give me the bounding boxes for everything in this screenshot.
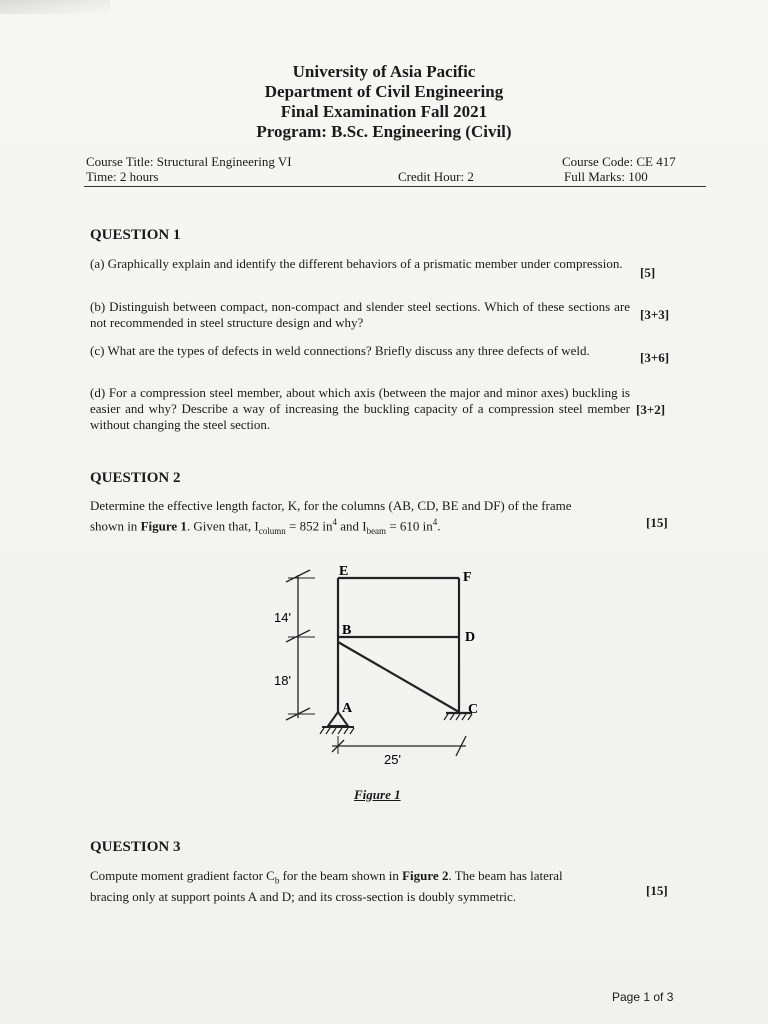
subscript-beam: beam (366, 525, 387, 536)
question-3-text-part: Compute moment gradient factor C (90, 868, 275, 883)
question-1c-marks: [3+6] (640, 350, 670, 365)
question-2-text-part: . Given that, I (186, 518, 259, 534)
question-3-text-part: for the beam shown in (279, 868, 403, 883)
exam-time: Time: 2 hours (86, 169, 159, 184)
question-3-line-2: bracing only at support points A and D; and its cross-section is doubly symmetric. (90, 888, 517, 904)
dimension-14ft-label: 14' (274, 610, 291, 625)
program-name: Program: B.Sc. Engineering (Civil) (256, 122, 512, 141)
ground-hatch (444, 714, 448, 720)
question-3-marks: [15] (646, 883, 668, 898)
question-1d-text: (d) For a compression steel member, about which axis (between the major and minor axes) buckling is easier and why? Describe a way of increasing the buckling capacity of a compression steel member without changing the steel section. (90, 385, 630, 432)
department-name: Department of Civil Engineering (264, 82, 504, 101)
university-name: University of Asia Pacific (292, 62, 476, 81)
question-1c-text: (c) What are the types of defects in weld connections? Briefly discuss any three defects of weld. (90, 343, 590, 358)
question-2-text-part: . (437, 518, 441, 534)
dimension-18ft-label: 18' (274, 673, 291, 688)
ground-hatch (332, 728, 336, 734)
question-3-heading: QUESTION 3 (90, 839, 181, 855)
question-3-text (90, 868, 650, 905)
question-2-heading: QUESTION 2 (90, 470, 181, 486)
ground-hatch (338, 728, 342, 734)
question-2-text-part: = 610 in (386, 518, 433, 534)
question-2-text-part: = 852 in (285, 518, 333, 534)
page-fold-shadow (0, 0, 110, 14)
course-meta (86, 154, 706, 184)
header-divider (84, 186, 706, 187)
node-label-a: A (342, 701, 353, 716)
exam-name: Final Examination Fall 2021 (280, 102, 488, 121)
course-code: Course Code: CE 417 (562, 154, 676, 169)
dimension-25ft-label: 25' (384, 752, 401, 767)
figure-1-reference: Figure 1 (140, 518, 187, 534)
subscript-column: column (258, 525, 286, 536)
question-2-marks: [15] (646, 515, 668, 530)
ground-hatch (344, 728, 348, 734)
figure-2-reference: Figure 2 (402, 868, 449, 883)
question-1a-text: (a) Graphically explain and identify the different behaviors of a prismatic member under compression. (90, 256, 623, 271)
question-3-text-part: . The beam has lateral (448, 868, 563, 883)
ground-hatch (320, 728, 324, 734)
exam-header (0, 62, 768, 142)
node-label-e: E (339, 564, 349, 579)
credit-hour: Credit Hour: 2 (398, 169, 474, 184)
node-label-b: B (342, 623, 352, 638)
node-label-f: F (463, 570, 472, 585)
ground-hatch (450, 714, 454, 720)
subscript-b: b (274, 875, 280, 886)
superscript-exponent: 4 (432, 517, 438, 527)
question-2-text (90, 498, 630, 539)
superscript-exponent: 4 (332, 517, 337, 527)
question-2-text-part: shown in (90, 518, 141, 534)
node-label-d: D (465, 630, 476, 645)
figure-1-caption: Figure 1 (354, 787, 401, 802)
question-1a-marks: [5] (640, 265, 656, 280)
figure-1-frame-diagram (260, 560, 490, 775)
node-label-c: C (468, 702, 479, 717)
ground-hatch (456, 714, 460, 720)
question-1-heading: QUESTION 1 (90, 227, 181, 243)
ground-hatch (326, 728, 330, 734)
course-title: Course Title: Structural Engineering VI (86, 154, 292, 169)
page-number: Page 1 of 3 (612, 990, 674, 1004)
diagonal-brace-bc (338, 642, 459, 712)
ground-hatch (462, 714, 466, 720)
question-1b-text: (b) Distinguish between compact, non-compact and slender steel sections. Which of these sections are not recommended in steel structure design and why? (90, 299, 630, 330)
question-1d-marks: [3+2] (636, 402, 666, 417)
question-2-text-part: and I (336, 518, 367, 534)
full-marks: Full Marks: 100 (564, 169, 648, 184)
question-2-line-1: Determine the effective length factor, K, for the columns (AB, CD, BE and DF) of the frame (90, 498, 572, 513)
ground-hatch (350, 728, 354, 734)
question-1b-marks: [3+3] (640, 307, 670, 322)
